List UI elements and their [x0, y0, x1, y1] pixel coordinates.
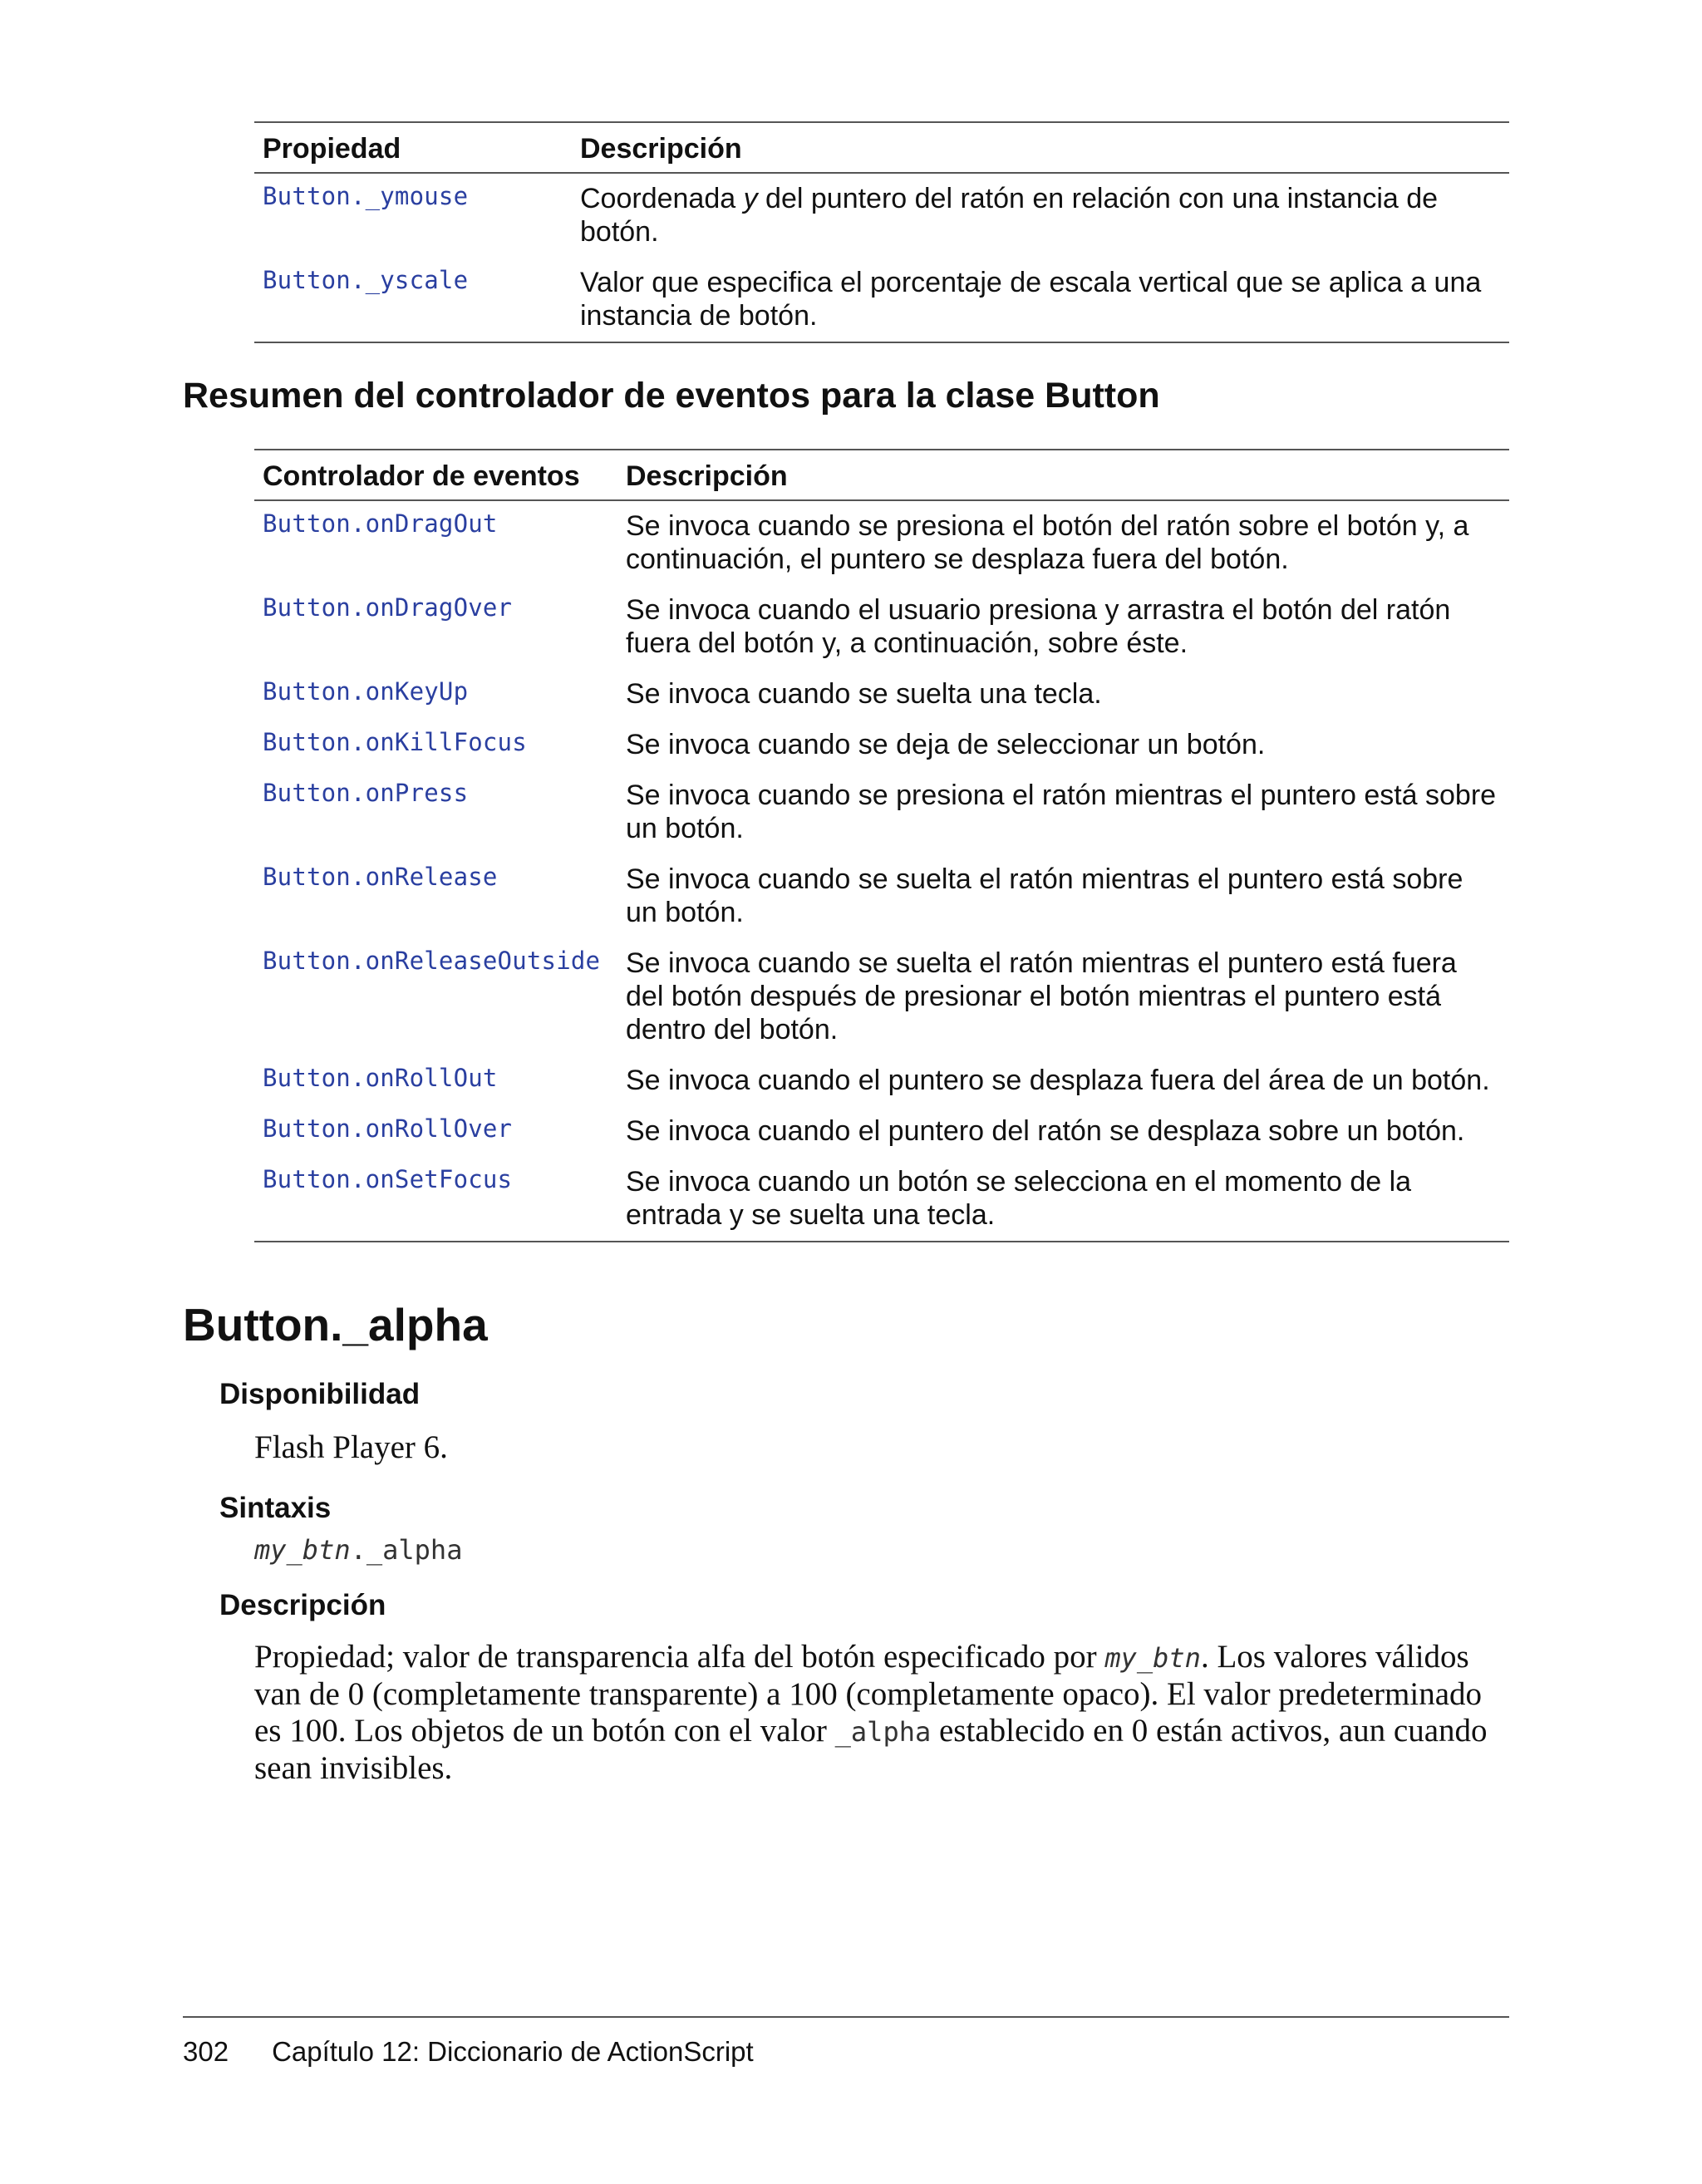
property-description — [572, 173, 1509, 258]
table-row — [254, 720, 1509, 770]
entry-title: Button._alpha — [183, 1299, 488, 1350]
table-row — [254, 173, 1509, 258]
header-propiedad: Propiedad — [263, 133, 401, 165]
syntax-code — [254, 1531, 462, 1568]
header-descripcion: Descripción — [580, 133, 742, 165]
syntax-heading: Sintaxis — [219, 1492, 332, 1524]
availability-text: Flash Player 6. — [254, 1429, 448, 1465]
desc-text: Coordenada — [580, 183, 744, 214]
property-code-link[interactable]: Button._yscale — [254, 258, 572, 342]
table-row — [254, 938, 1509, 1055]
properties-table — [254, 121, 1509, 343]
event-description: Se invoca cuando el puntero del ratón se desplaza sobre un botón. — [626, 1115, 1465, 1147]
table-row — [254, 854, 1509, 938]
desc-text: Propiedad; valor de transparencia alfa del botón especificado por — [254, 1639, 1105, 1675]
event-code-link[interactable]: Button.onKeyUp — [263, 677, 469, 706]
event-description: Se invoca cuando se presiona el botón del ratón sobre el botón y, a continuación, el puntero se desplaza fuera del botón. — [626, 510, 1469, 575]
syntax-property: ._alpha — [350, 1534, 463, 1566]
footer-divider — [183, 2016, 1509, 2018]
desc-text: Valor que especifica el porcentaje de escala vertical que se aplica a una instancia de botón. — [580, 267, 1482, 332]
events-section-heading: Resumen del controlador de eventos para la clase Button — [183, 376, 1160, 416]
desc-text: . Los valores válidos van de 0 (completamente transparente) a 100 (completamente opaco). El valor predeterminado es 100. Los objetos de un botón con el valor — [254, 1639, 1483, 1749]
header-descripcion: Descripción — [626, 460, 788, 492]
description-paragraph — [254, 1639, 1509, 1787]
property-description — [572, 258, 1509, 342]
event-description: Se invoca cuando un botón se selecciona en el momento de la entrada y se suelta una tecla. — [617, 1157, 1509, 1242]
page-footer — [183, 2036, 754, 2068]
event-code-link[interactable]: Button.onKillFocus — [263, 728, 527, 756]
properties-table-header — [254, 122, 1509, 173]
event-code-link[interactable]: Button.onRelease — [263, 863, 498, 891]
description-heading: Descripción — [219, 1589, 386, 1621]
event-code-link[interactable]: Button.onRollOut — [263, 1064, 498, 1092]
event-description: Se invoca cuando el puntero se desplaza fuera del área de un botón. — [626, 1065, 1490, 1096]
desc-text: establecido en 0 están activos, aun cuando sean invisibles. — [254, 1713, 1488, 1786]
event-description: Se invoca cuando se suelta el ratón mientras el puntero está sobre un botón. — [626, 863, 1463, 928]
availability-heading: Disponibilidad — [219, 1378, 421, 1410]
table-row — [254, 770, 1509, 854]
desc-text: del puntero del ratón en relación con una instancia de botón. — [580, 183, 1439, 248]
table-row — [254, 669, 1509, 720]
event-description: Se invoca cuando se presiona el ratón mientras el puntero está sobre un botón. — [626, 780, 1497, 844]
events-table-header — [254, 450, 1509, 500]
event-code-link[interactable]: Button.onDragOver — [263, 593, 513, 622]
event-code-link[interactable]: Button.onSetFocus — [254, 1157, 617, 1242]
event-code-link[interactable]: Button.onPress — [263, 779, 469, 807]
event-description: Se invoca cuando se suelta el ratón mientras el puntero está fuera del botón después de presionar el botón mientras el puntero está dentro del botón. — [626, 947, 1457, 1045]
table-row — [254, 258, 1509, 342]
desc-code-alpha: _alpha — [834, 1716, 932, 1748]
table-row — [254, 1106, 1509, 1157]
table-row — [254, 500, 1509, 585]
property-code-link[interactable]: Button._ymouse — [263, 182, 469, 210]
event-code-link[interactable]: Button.onRollOver — [263, 1114, 513, 1143]
desc-code-instance: my_btn — [1104, 1642, 1201, 1674]
event-description: Se invoca cuando se suelta una tecla. — [626, 678, 1102, 710]
table-row — [254, 1055, 1509, 1106]
page-number: 302 — [183, 2036, 229, 2067]
event-code-link[interactable]: Button.onReleaseOutside — [263, 947, 601, 975]
table-row — [254, 585, 1509, 669]
events-table — [254, 449, 1509, 1242]
event-code-link[interactable]: Button.onDragOut — [263, 509, 498, 538]
header-controlador: Controlador de eventos — [263, 460, 580, 492]
desc-italic: y — [743, 183, 758, 214]
table-row — [254, 1157, 1509, 1242]
event-description: Se invoca cuando el usuario presiona y arrastra el botón del ratón fuera del botón y, a continuación, sobre éste. — [626, 594, 1451, 659]
chapter-title: Capítulo 12: Diccionario de ActionScript — [272, 2036, 754, 2067]
event-description: Se invoca cuando se deja de seleccionar un botón. — [626, 729, 1266, 760]
syntax-instance: my_btn — [254, 1534, 351, 1566]
